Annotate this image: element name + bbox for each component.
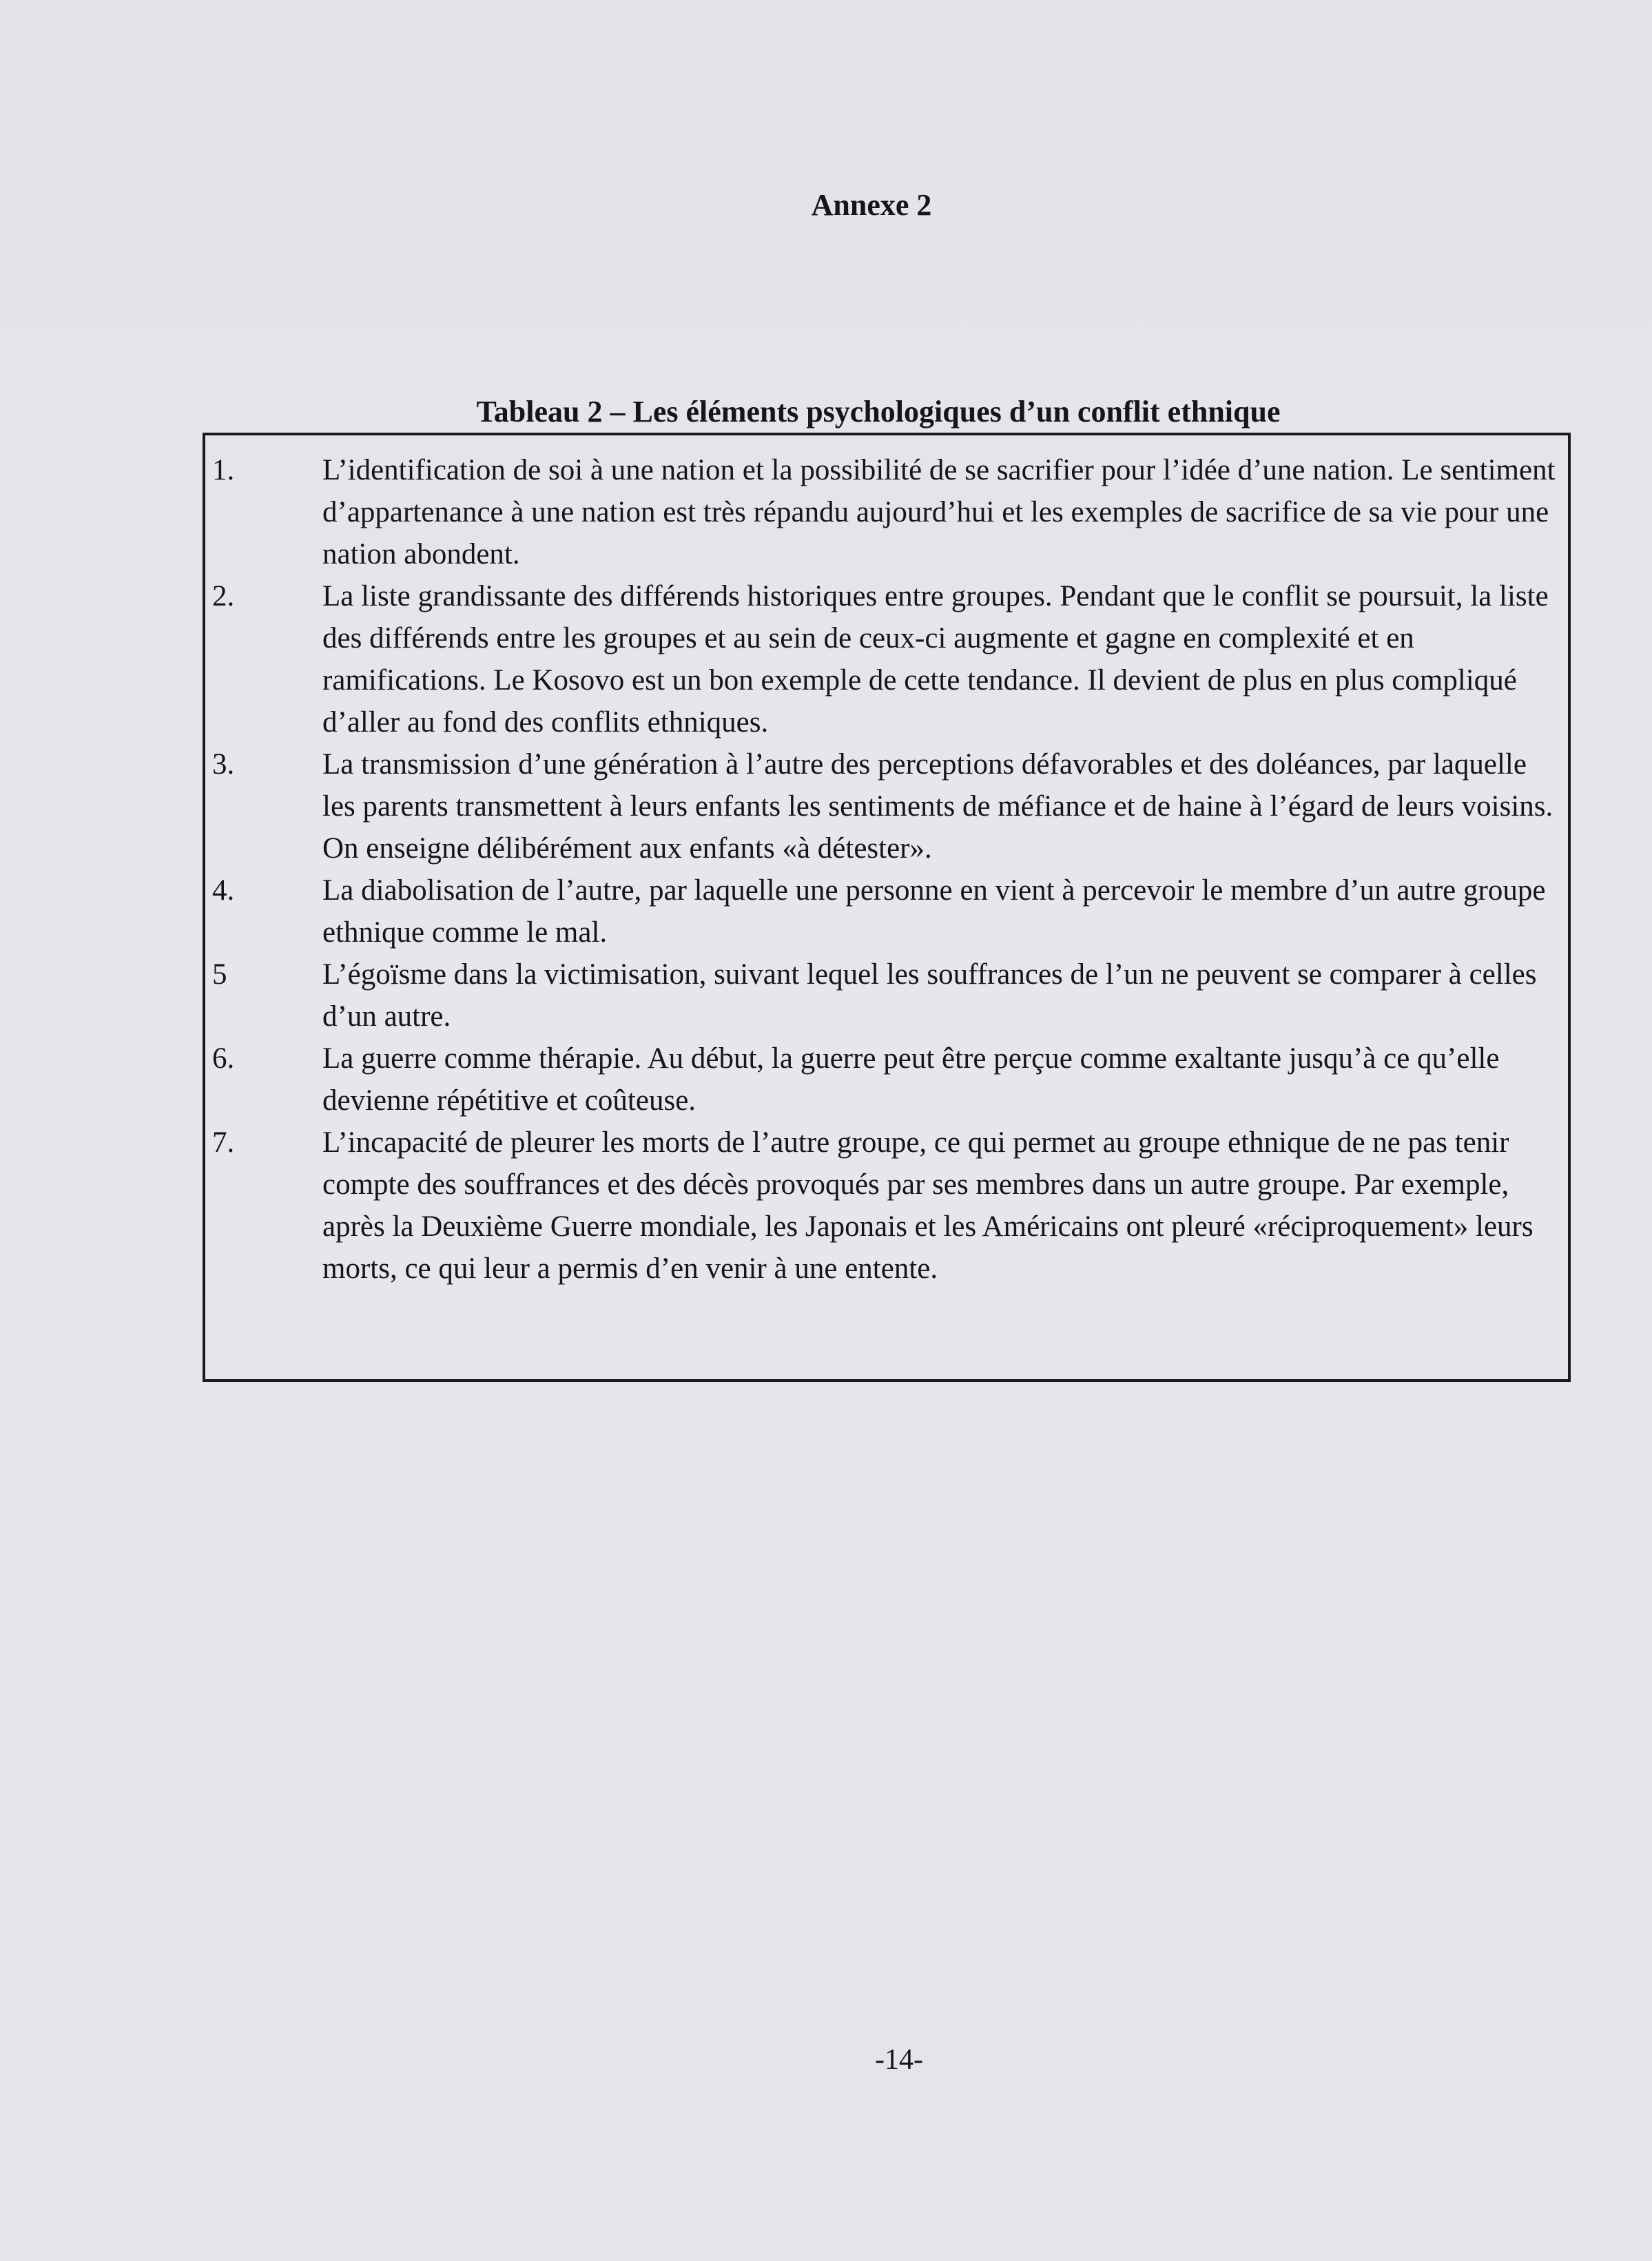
psychological-elements-table (203, 433, 1571, 1382)
item-number: 5 (212, 958, 227, 991)
list-item (205, 1122, 1568, 1290)
item-text: La liste grandissante des différends historiques entre groupes. Pendant que le conflit se poursuit, la liste des différends entre les groupes et au sein de ceux-ci augmente et gagne en complexité et en ramifications. Le Kosovo est un bon exemple de cette tendance. Il devient de plus en plus compliqué d’aller au fond des conflits ethniques. (322, 580, 1549, 739)
item-text: La transmission d’une génération à l’autre des perceptions défavorables et des doléances, par laquelle les parents transmettent à leurs enfants les sentiments de méfiance et de haine à l’égard de leurs voisins. On enseigne délibérément aux enfants «à détester». (322, 748, 1553, 865)
item-number: 7. (212, 1126, 235, 1159)
list-item (205, 1037, 1568, 1122)
item-text: La guerre comme thérapie. Au début, la guerre peut être perçue comme exaltante jusqu’à ce qu’elle devienne répétitive et coûteuse. (322, 1042, 1500, 1117)
item-text: La diabolisation de l’autre, par laquelle une personne en vient à percevoir le membre d’un autre groupe ethnique comme le mal. (322, 874, 1546, 949)
item-number: 4. (212, 874, 235, 907)
item-text: L’incapacité de pleurer les morts de l’autre groupe, ce qui permet au groupe ethnique de ne pas tenir compte des souffrances et des décès provoqués par ses membres dans un autre groupe. Par exemple, après la Deuxième Guerre mondiale, les Japonais et les Américains ont pleuré «réciproquement» leurs morts, ce qui leur a permis d’en venir à une entente. (322, 1126, 1534, 1285)
table-caption: Tableau 2 – Les éléments psychologiques d’un conflit ethnique (476, 395, 1281, 429)
item-text: L’identification de soi à une nation et la possibilité de se sacrifier pour l’idée d’une nation. Le sentiment d’appartenance à une nation est très répandu aujourd’hui et les exemples de sacrifice de sa vie pour une nation abondent. (322, 454, 1556, 570)
list-item (205, 953, 1568, 1037)
list-item (205, 575, 1568, 743)
item-number: 6. (212, 1042, 235, 1075)
list-item (205, 743, 1568, 869)
table-items (205, 449, 1568, 1290)
item-number: 1. (212, 454, 235, 486)
page-number: -14- (875, 2044, 923, 2076)
item-text: L’égoïsme dans la victimisation, suivant lequel les souffrances de l’un ne peuvent se comparer à celles d’un autre. (322, 958, 1537, 1033)
annex-title: Annexe 2 (811, 188, 932, 222)
item-number: 3. (212, 748, 235, 781)
list-item (205, 869, 1568, 953)
item-number: 2. (212, 580, 235, 612)
list-item (205, 449, 1568, 575)
